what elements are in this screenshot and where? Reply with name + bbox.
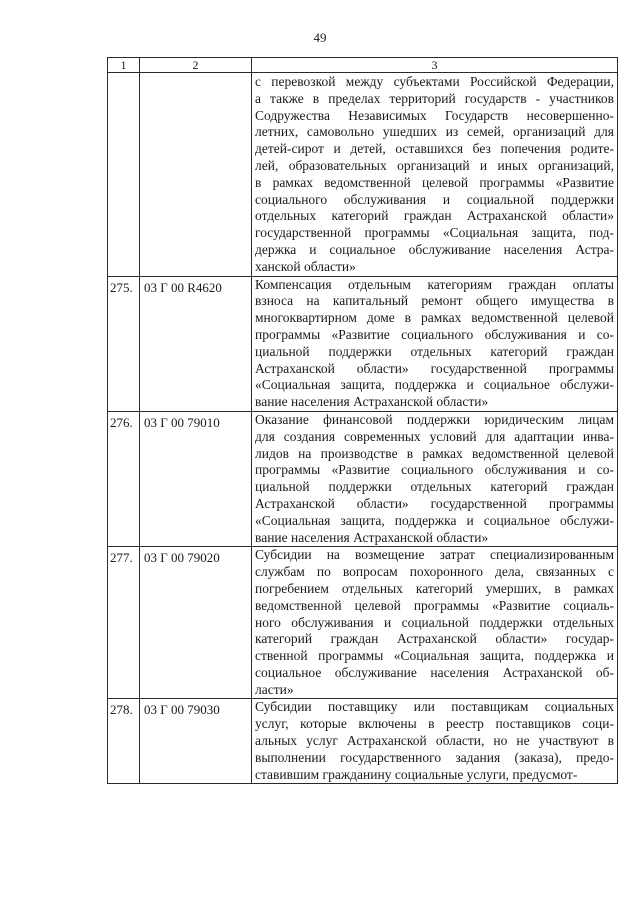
description-line: многоквартирном доме в рамках ведомственной целевой (255, 310, 614, 326)
description-line: держка и социальное обслуживание населения Астра- (255, 241, 614, 257)
description-line: «Социальная защита, поддержка и социальное обслужи- (255, 512, 614, 528)
row-description (252, 411, 618, 546)
description-line: Компенсация отдельным категориям граждан оплаты (255, 276, 614, 292)
budget-code (140, 73, 252, 277)
description-line: лей, образовательных организаций и иных организаций, (255, 157, 614, 173)
budget-code: 03 Г 00 79030 (140, 699, 252, 784)
description-line: Астраханской области» государственной программы (255, 495, 614, 511)
description-line: а также в пределах территорий государств - участников (255, 90, 614, 106)
description-line: лидов на производстве в рамках ведомственной целевой (255, 445, 614, 461)
description-line: «Социальная защита, поддержка и социальное обслужи- (255, 377, 614, 393)
description-line: погребением отдельных категорий умерших, в рамках (255, 580, 614, 596)
description-line: социального обслуживания и социальной поддержки (255, 191, 614, 207)
description-line: выполнении государственного задания (заказа), предо- (255, 749, 614, 765)
table-row (108, 73, 618, 277)
description-line: с перевозкой между субъектами Российской Федерации, (255, 74, 614, 89)
description-line: летних, самовольно ушедших из семей, организаций для (255, 124, 614, 140)
budget-code: 03 Г 00 R4620 (140, 276, 252, 411)
description-line: государственной программы «Социальная защита, под- (255, 225, 614, 241)
description-line: Субсидии поставщику или поставщикам социальных (255, 699, 614, 715)
description-line: услуг, которые включены в реестр поставщиков соци- (255, 716, 614, 732)
description-line: циальной поддержки отдельных категорий граждан (255, 343, 614, 359)
table-row (108, 411, 618, 546)
description-line: Субсидии на возмещение затрат специализированным (255, 547, 614, 563)
row-number: 277. (108, 547, 140, 699)
description-line: ласти» (255, 681, 294, 697)
description-line: в рамках ведомственной целевой программы «Развитие (255, 174, 614, 190)
budget-code: 03 Г 00 79020 (140, 547, 252, 699)
description-line: вание населения Астраханской области» (255, 394, 489, 410)
description-line: программы «Развитие социального обслуживания и со- (255, 326, 614, 342)
budget-classification-table (107, 57, 618, 784)
row-number: 276. (108, 411, 140, 546)
description-line: ханской области» (255, 258, 356, 274)
description-line: Содружества Независимых Государств несовершенно- (255, 107, 614, 123)
row-number: 278. (108, 699, 140, 784)
row-description (252, 699, 618, 784)
description-line: циальной поддержки отдельных категорий граждан (255, 479, 614, 495)
description-line: ственной программы «Социальная защита, поддержка и (255, 648, 614, 664)
page-number: 49 (313, 30, 327, 45)
budget-code: 03 Г 00 79010 (140, 411, 252, 546)
description-line: отдельных категорий граждан Астраханской области» (255, 208, 614, 224)
table-row (108, 699, 618, 784)
description-line: вание населения Астраханской области» (255, 529, 489, 545)
description-line: ведомственной целевой программы «Развитие социаль- (255, 597, 614, 613)
description-line: альных услуг Астраханской области, но не участвуют в (255, 733, 614, 749)
description-line: службам по вопросам похоронного дела, связанных с (255, 564, 614, 580)
row-description (252, 547, 618, 699)
description-line: ного обслуживания и социальной поддержки отдельных (255, 614, 614, 630)
table-row (108, 276, 618, 411)
column-header-3: 3 (252, 58, 618, 73)
description-line: Оказание финансовой поддержки юридическим лицам (255, 411, 614, 427)
description-line: социальное обслуживание населения Астраханской об- (255, 664, 614, 680)
description-line: Астраханской области» государственной программы (255, 360, 614, 376)
row-description (252, 73, 618, 277)
description-line: детей-сирот и детей, оставшихся без попечения родите- (255, 141, 614, 157)
table-header-row (108, 58, 618, 73)
row-description (252, 276, 618, 411)
column-header-1: 1 (108, 58, 140, 73)
table-row (108, 547, 618, 699)
description-line: категорий граждан Астраханской области» государ- (255, 631, 614, 647)
description-line: программы «Развитие социального обслуживания и со- (255, 462, 614, 478)
description-line: ставившим гражданину социальные услуги, предусмот- (255, 766, 578, 782)
row-number: 275. (108, 276, 140, 411)
row-number (108, 73, 140, 277)
column-header-2: 2 (140, 58, 252, 73)
description-line: взноса на капитальный ремонт общего имущества в (255, 293, 614, 309)
description-line: для создания современных условий для адаптации инва- (255, 428, 614, 444)
